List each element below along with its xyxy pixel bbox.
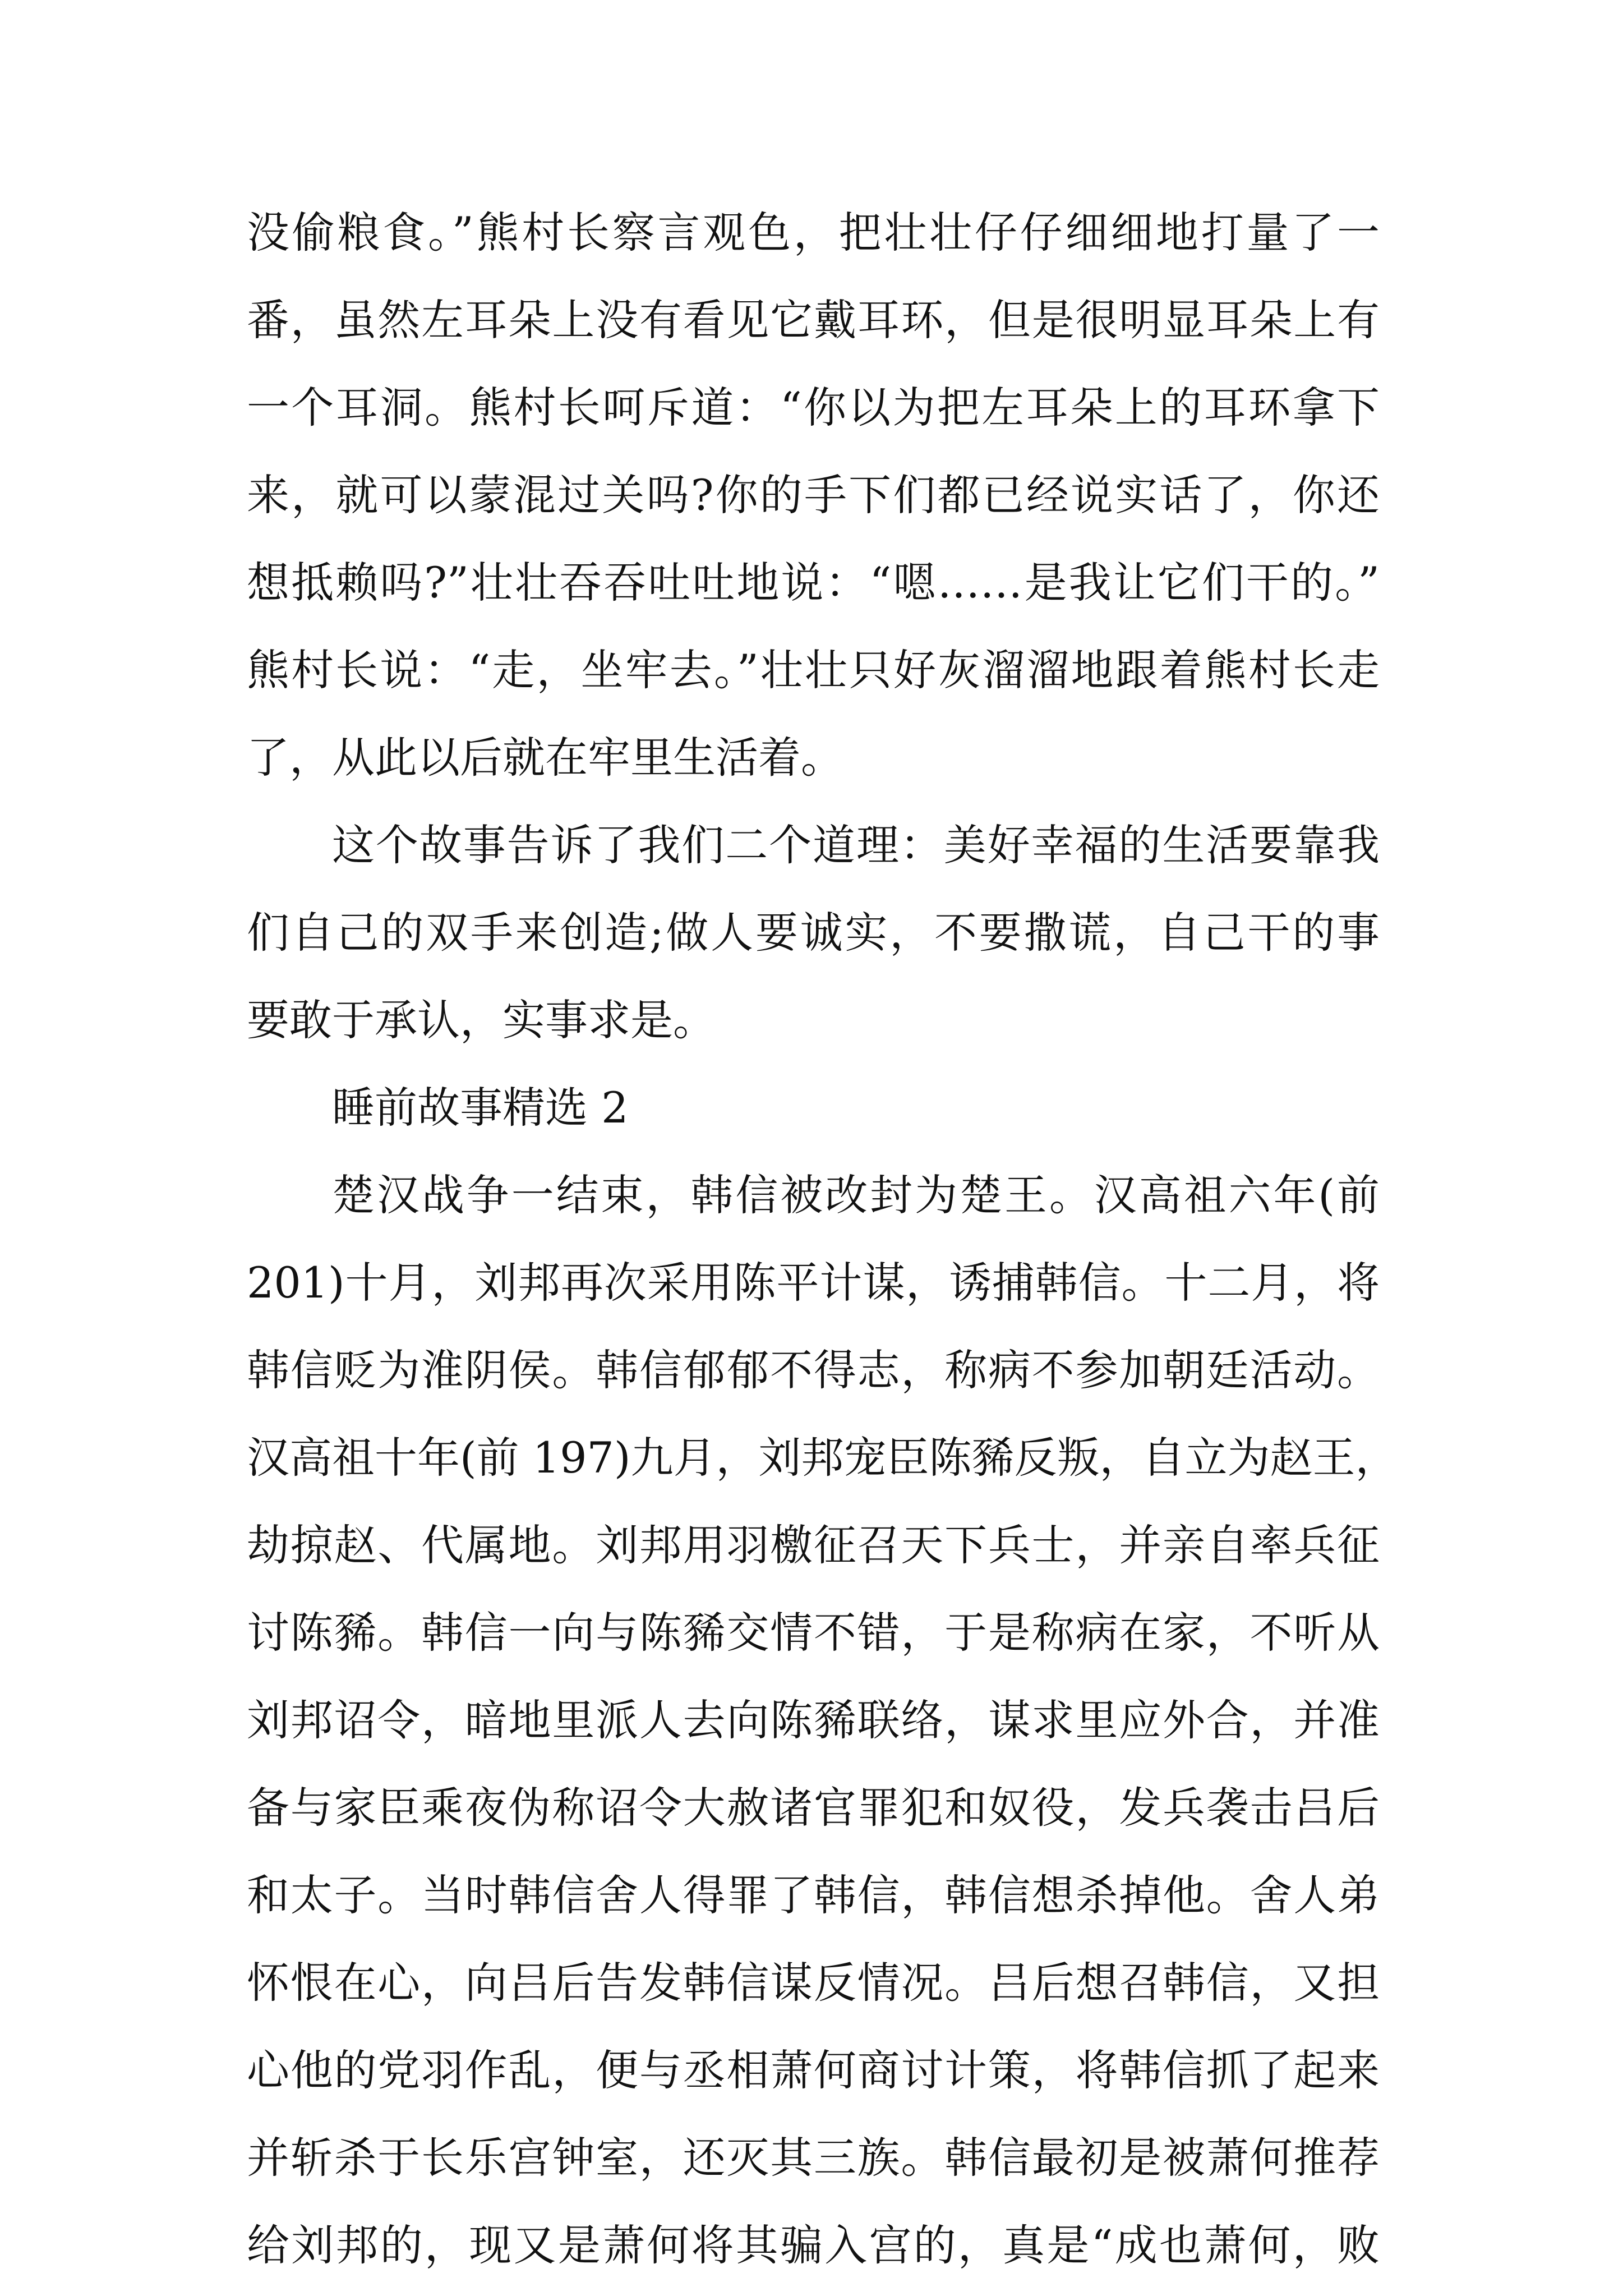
text-line: 想抵赖吗?”壮壮吞吞吐吐地说：“嗯……是我让它们干的。” (247, 558, 1380, 608)
text-line: 一个耳洞。熊村长呵斥道：“你以为把左耳朵上的耳环拿下 (247, 383, 1380, 432)
text-line: 备与家臣乘夜伪称诏令大赦诸官罪犯和奴役，发兵袭击吕后 (247, 1783, 1380, 1833)
text-line: 汉高祖十年(前 197)九月，刘邦宠臣陈豨反叛，自立为赵王， (247, 1433, 1398, 1483)
text-line: 了，从此以后就在牢里生活着。 (247, 733, 843, 783)
text-line: 番，虽然左耳朵上没有看见它戴耳环，但是很明显耳朵上有 (247, 295, 1380, 345)
text-line: 这个故事告诉了我们二个道理：美好幸福的生活要靠我 (332, 820, 1380, 870)
text-line: 和太子。当时韩信舍人得罪了韩信，韩信想杀掉他。舍人弟 (247, 1870, 1380, 1920)
text-line: 要敢于承认，实事求是。 (247, 995, 716, 1045)
text-line: 楚汉战争一结束，韩信被改封为楚王。汉高祖六年(前 (332, 1170, 1380, 1220)
text-line: 熊村长说：“走，坐牢去。”壮壮只好灰溜溜地跟着熊村长走 (247, 645, 1380, 695)
text-line: 来，就可以蒙混过关吗?你的手下们都已经说实话了，你还 (247, 470, 1380, 520)
text-line: 韩信贬为淮阴侯。韩信郁郁不得志，称病不参加朝廷活动。 (247, 1345, 1380, 1395)
text-line: 201)十月，刘邦再次采用陈平计谋，诱捕韩信。十二月，将 (247, 1258, 1380, 1308)
text-line: 讨陈豨。韩信一向与陈豨交情不错，于是称病在家，不听从 (247, 1608, 1380, 1658)
section-heading: 睡前故事精选 2 (332, 1083, 629, 1133)
text-line: 劫掠赵、代属地。刘邦用羽檄征召天下兵士，并亲自率兵征 (247, 1520, 1380, 1570)
text-line: 没偷粮食。”熊村长察言观色，把壮壮仔仔细细地打量了一 (247, 208, 1380, 257)
text-line: 刘邦诏令，暗地里派人去向陈豨联络，谋求里应外合，并准 (247, 1695, 1380, 1745)
text-line: 怀恨在心，向吕后告发韩信谋反情况。吕后想召韩信，又担 (247, 1958, 1380, 2008)
text-line: 给刘邦的，现又是萧何将其骗入宫的，真是“成也萧何，败 (247, 2220, 1380, 2270)
text-line: 并斩杀于长乐宫钟室，还灭其三族。韩信最初是被萧何推荐 (247, 2133, 1380, 2183)
text-line: 们自己的双手来创造;做人要诚实，不要撒谎，自己干的事 (247, 908, 1380, 958)
text-line: 心他的党羽作乱，便与丞相萧何商讨计策，将韩信抓了起来 (247, 2045, 1380, 2095)
